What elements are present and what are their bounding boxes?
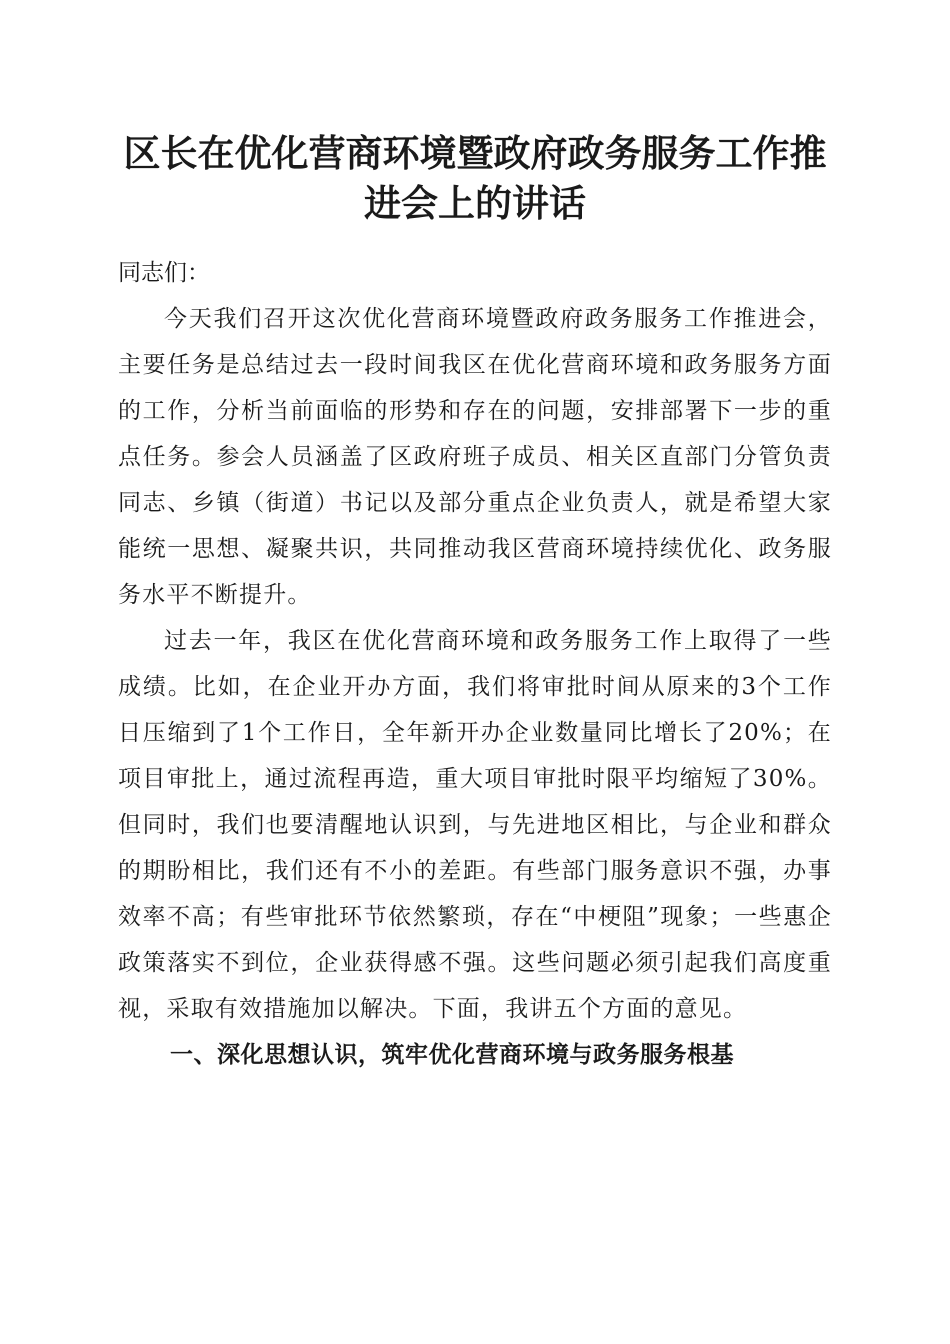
paragraph-intro: 今天我们召开这次优化营商环境暨政府政务服务工作推进会，主要任务是总结过去一段时间我区在优化营商环境和政务服务方面的工作，分析当前面临的形势和存在的问题，安排部署下一步的重点任务。参会人员涵盖了区政府班子成员、相关区直部门分管负责同志、乡镇（街道）书记以及部分重点企业负责人，就是希望大家能统一思想、凝聚共识，共同推动我区营商环境持续优化、政务服务水平不断提升。 — [118, 306, 832, 608]
document-body — [118, 250, 832, 1078]
document-title: 区长在优化营商环境暨政府政务服务工作推进会上的讲话 — [123, 131, 827, 225]
paragraph-review: 过去一年，我区在优化营商环境和政务服务工作上取得了一些成绩。比如，在企业开办方面，我们将审批时间从原来的3个工作日压缩到了1个工作日，全年新开办企业数量同比增长了20%；在项目审批上，通过流程再造，重大项目审批时限平均缩短了30%。但同时，我们也要清醒地认识到，与先进地区相比，与企业和群众的期盼相比，我们还有不小的差距。有些部门服务意识不强，办事效率不高；有些审批环节依然繁琐，存在“中梗阻”现象；一些惠企政策落实不到位，企业获得感不强。这些问题必须引起我们高度重视，采取有效措施加以解决。下面，我讲五个方面的意见。 — [118, 628, 832, 1022]
section-heading-1: 一、深化思想认识，筑牢优化营商环境与政务服务根基 — [170, 1042, 734, 1068]
salutation: 同志们： — [118, 260, 210, 286]
